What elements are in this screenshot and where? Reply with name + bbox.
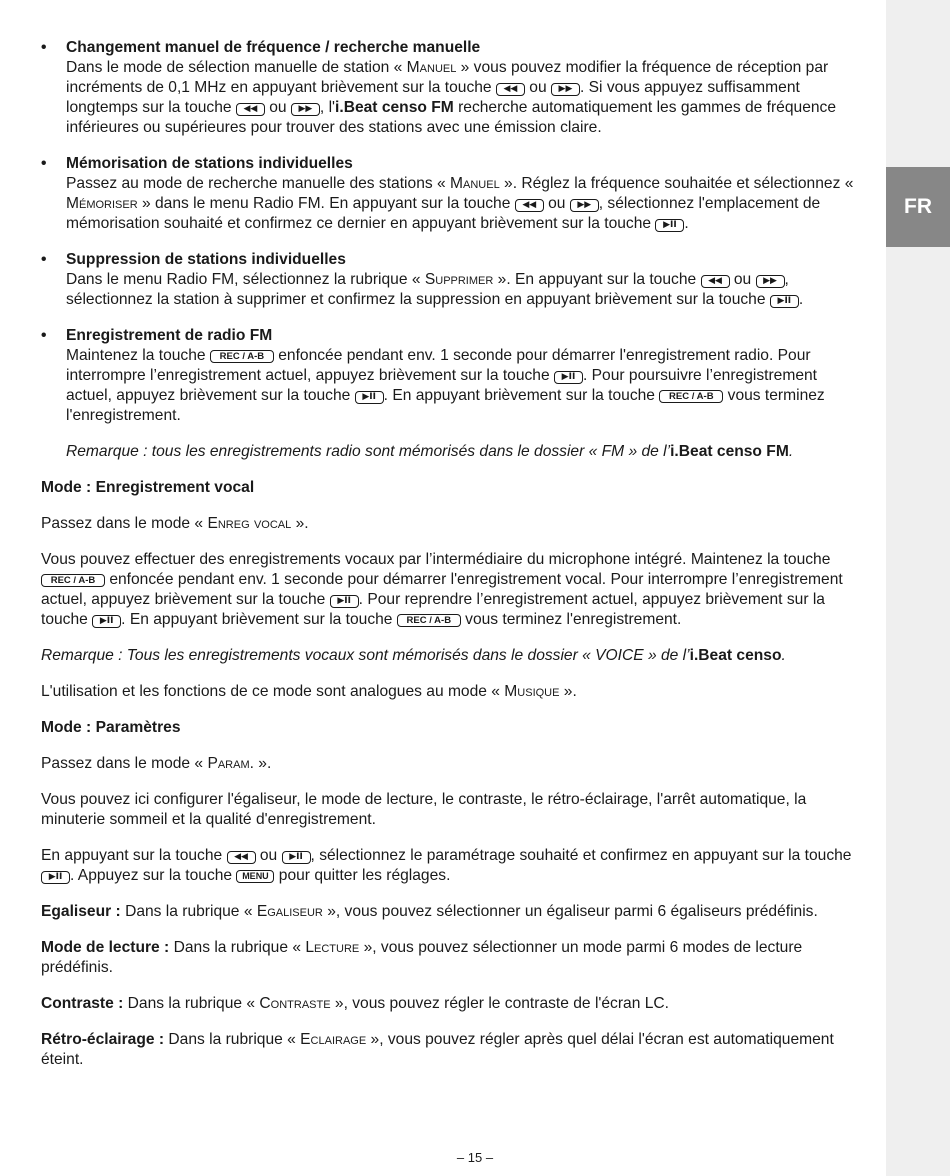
rec-key-icon: REC / A-B [659,390,723,403]
play-pause-key-icon: ▶II [655,219,684,232]
voice-p1: Passez dans le mode « Enreg vocal ». [41,515,309,532]
forward-key-icon: ▶▶ [570,199,599,212]
heading-voice-mode: Mode : Enregistrement vocal [41,479,255,496]
rewind-key-icon: ◀◀ [496,83,525,96]
play-pause-key-icon: ▶II [554,371,583,384]
play-pause-key-icon: ▶II [355,391,384,404]
settings-backlight: Rétro-éclairage : Dans la rubrique « Eclairage », vous pouvez régler après quel délai l'écran est automatiquement éteint. [41,1031,834,1068]
play-pause-key-icon: ▶II [92,615,121,628]
play-pause-key-icon: ▶II [41,871,70,884]
language-tab-fr: FR [886,167,950,247]
rewind-key-icon: ◀◀ [236,103,265,116]
bullet-fm-recording: • Enregistrement de radio FM Maintenez la touche REC / A-B enfoncée pendant env. 1 seconde pour démarrer l'enregistrement radio. Pour interrompre l’enregistrement actuel, appuyez brièvement sur la touche ▶II . Pour poursuivre l’enregistrement actuel, appuyez brièvement sur la touche ▶II . En appuyant brièvement sur la touche REC / A-B vous terminez l'enregistrement. [41,326,859,426]
menu-key-icon: MENU [236,870,274,883]
voice-p2: Vous pouvez effectuer des enregistrements vocaux par l’intermédiaire du microphone intégré. Maintenez la touche REC / A-B enfoncée pendant env. 1 seconde pour démarrer l'enregistrement vocal. Pour interrompre l’enregistrement actuel, appuyez brièvement sur la touche ▶II . Pour reprendre l’enregistrement actuel, appuyez brièvement sur la touche ▶II . En appuyant brièvement sur la touche REC / A-B vous terminez l'enregistrement. [41,551,843,628]
settings-p3: En appuyant sur la touche ◀◀ ou ▶II , sélectionnez le paramétrage souhaité et confirmez en appuyant sur la touche ▶II . Appuyez sur la touche MENU pour quitter les réglages. [41,847,852,884]
heading-settings-mode: Mode : Paramètres [41,719,181,736]
voice-p3: L'utilisation et les fonctions de ce mode sont analogues au mode « Musique ». [41,683,577,700]
bullet-store-stations: • Mémorisation de stations individuelles Passez au mode de recherche manuelle des stations « Manuel ». Réglez la fréquence souhaitée et sélectionnez « Mémoriser » dans le menu Radio FM. En appuyant sur la touche ◀◀ ou ▶▶ , sélectionnez l'emplacement de mémorisation souhaité et confirmez ce dernier en appuyant brièvement sur la touche ▶II . [41,154,859,234]
page-number: – 15 – [456,1150,494,1165]
rec-key-icon: REC / A-B [210,350,274,363]
play-pause-key-icon: ▶II [282,851,311,864]
rewind-key-icon: ◀◀ [701,275,730,288]
settings-equalizer: Egaliseur : Dans la rubrique « Egaliseur », vous pouvez sélectionner un égaliseur parmi 6 égaliseurs prédéfinis. [41,903,818,920]
voice-note: Remarque : Tous les enregistrements vocaux sont mémorisés dans le dossier « VOICE » de l’i.Beat censo. [41,647,786,664]
forward-key-icon: ▶▶ [291,103,320,116]
rewind-key-icon: ◀◀ [515,199,544,212]
play-pause-key-icon: ▶II [330,595,359,608]
rec-key-icon: REC / A-B [41,574,105,587]
forward-key-icon: ▶▶ [756,275,785,288]
settings-p1: Passez dans le mode « Param. ». [41,755,272,772]
fm-note: Remarque : tous les enregistrements radio sont mémorisés dans le dossier « FM » de l’i.Beat censo FM. [66,443,794,460]
settings-contrast: Contraste : Dans la rubrique « Contraste », vous pouvez régler le contraste de l'écran LC. [41,995,669,1012]
play-pause-key-icon: ▶II [770,295,799,308]
rewind-key-icon: ◀◀ [227,851,256,864]
forward-key-icon: ▶▶ [551,83,580,96]
settings-p2: Vous pouvez ici configurer l'égaliseur, le mode de lecture, le contraste, le rétro-éclairage, l'arrêt automatique, la minuterie sommeil et la qualité d'enregistrement. [41,791,807,828]
bullet-manual-frequency: • Changement manuel de fréquence / recherche manuelle Dans le mode de sélection manuelle de station « Manuel » vous pouvez modifier la fréquence de réception par incréments de 0,1 MHz en appuyant brièvement sur la touche ◀◀ ou ▶▶ . Si vous appuyez suffisamment longtemps sur la touche ◀◀ ou ▶▶ , l'i.Beat censo FM recherche automatiquement les gammes de fréquence inférieures ou supérieures pour trouver des stations avec une émission claire. [41,38,859,138]
rec-key-icon: REC / A-B [397,614,461,627]
page-content [41,38,859,1086]
settings-play-mode: Mode de lecture : Dans la rubrique « Lecture », vous pouvez sélectionner un mode parmi 6 modes de lecture prédéfinis. [41,939,803,976]
bullet-delete-stations: • Suppression de stations individuelles Dans le menu Radio FM, sélectionnez la rubrique « Supprimer ». En appuyant sur la touche ◀◀ ou ▶▶ , sélectionnez la station à supprimer et confirmez la suppression en appuyant brièvement sur la touche ▶II . [41,250,859,310]
